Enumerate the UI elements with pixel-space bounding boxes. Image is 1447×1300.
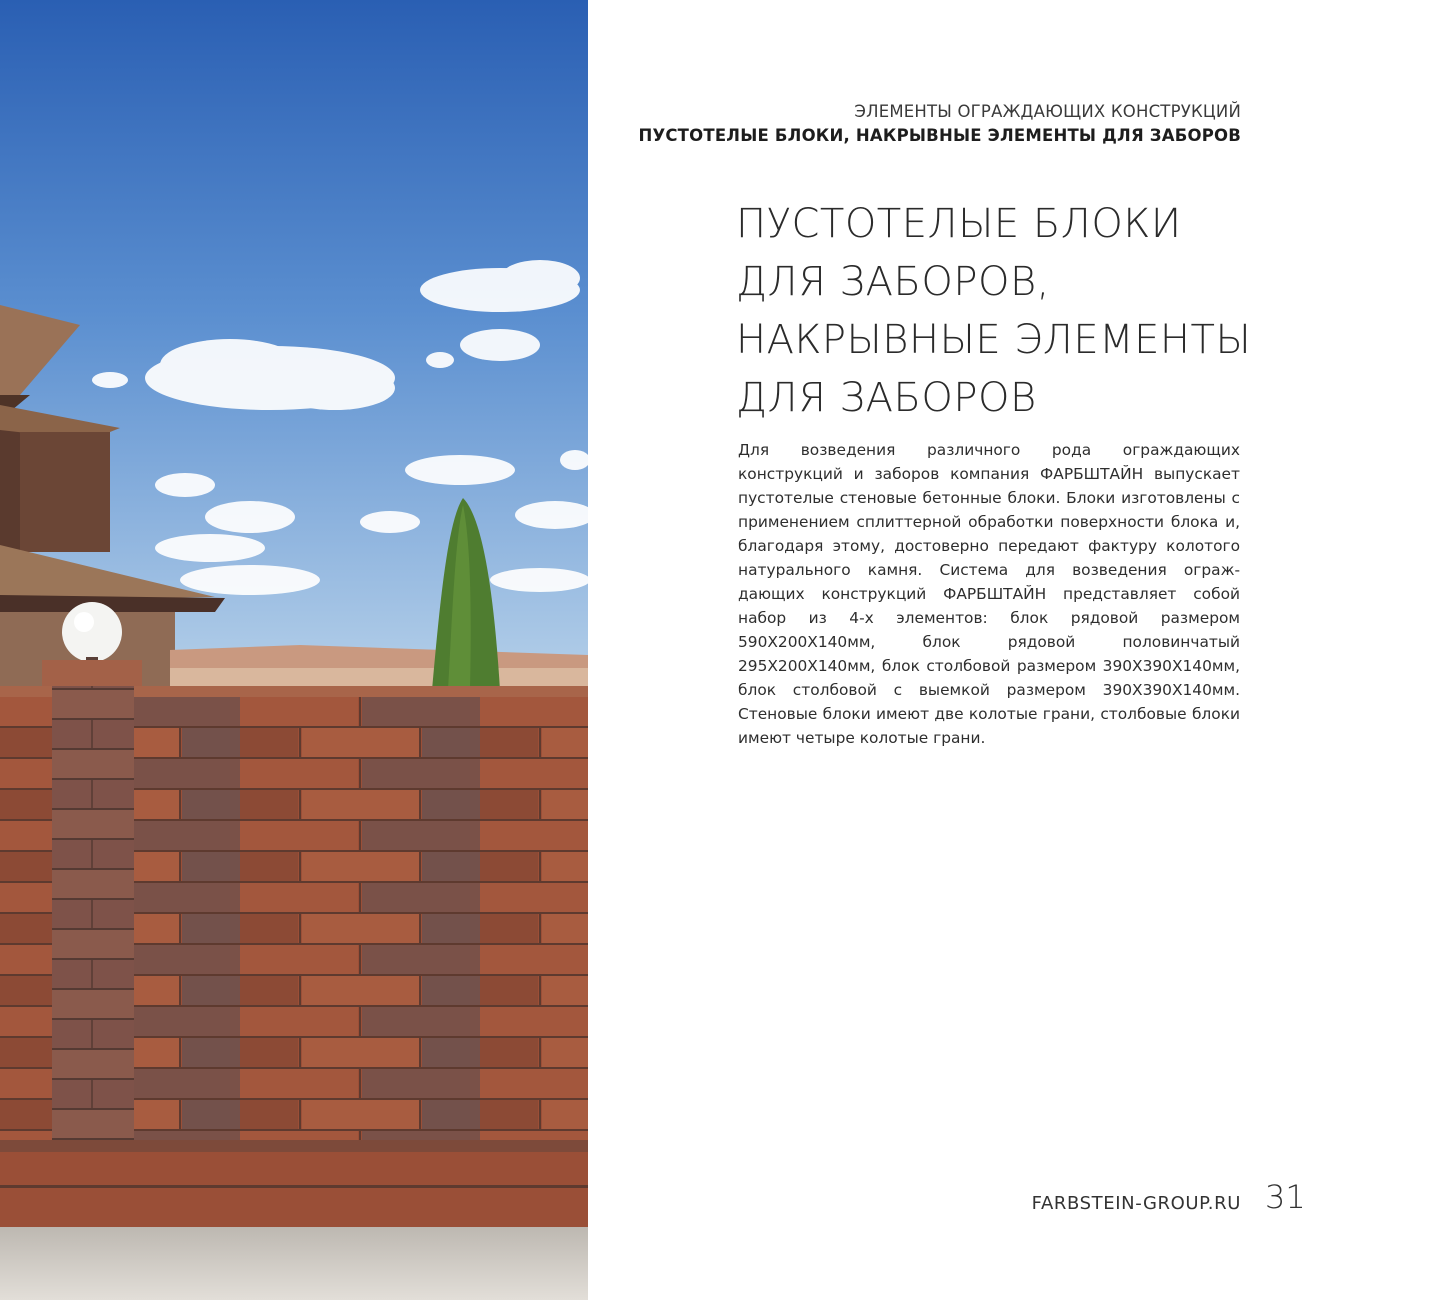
page-number: 31 bbox=[1265, 1178, 1306, 1216]
page-headline bbox=[736, 195, 1296, 427]
running-head bbox=[638, 100, 1241, 148]
headline-line-1: ПУСТОТЕЛЫЕ БЛОКИ bbox=[736, 201, 1182, 247]
section-title: ЭЛЕМЕНТЫ ОГРАЖДАЮЩИХ КОНСТРУКЦИЙ bbox=[854, 102, 1241, 121]
subsection-title: ПУСТОТЕЛЫЕ БЛОКИ, НАКРЫВНЫЕ ЭЛЕМЕНТЫ ДЛЯ ЗАБОРОВ bbox=[638, 126, 1241, 145]
fence-photo bbox=[0, 0, 588, 1300]
headline-line-4: ДЛЯ ЗАБОРОВ bbox=[736, 375, 1037, 421]
headline-line-2: ДЛЯ ЗАБОРОВ, bbox=[736, 259, 1050, 305]
body-paragraph: Для возведения различного рода ограждающих конструкций и заборов компания ФАРБШТАЙН выпускает пустотелые стеновые бетонные блоки. Блоки изготовлены с применением сплиттерной обработки поверхности блока и, благодаря этому, достоверно передают фактуру колотого натурального камня. Система для возведения ограж-дающих конструкций ФАРБШТАЙН представляет собой набор из 4-х элементов: блок рядовой размером 590X200X140мм, блок рядовой половинчатый 295X200X140мм, блок столбовой размером 390X390X140мм, блок столбовой с выемкой размером 390X390X140мм. Стеновые блоки имеют две колотые грани, столбовые блоки имеют четыре колотые грани. bbox=[738, 441, 1240, 747]
website-link[interactable]: FARBSTEIN-GROUP.RU bbox=[1031, 1193, 1241, 1214]
headline-line-3: НАКРЫВНЫЕ ЭЛЕМЕНТЫ bbox=[736, 317, 1252, 363]
